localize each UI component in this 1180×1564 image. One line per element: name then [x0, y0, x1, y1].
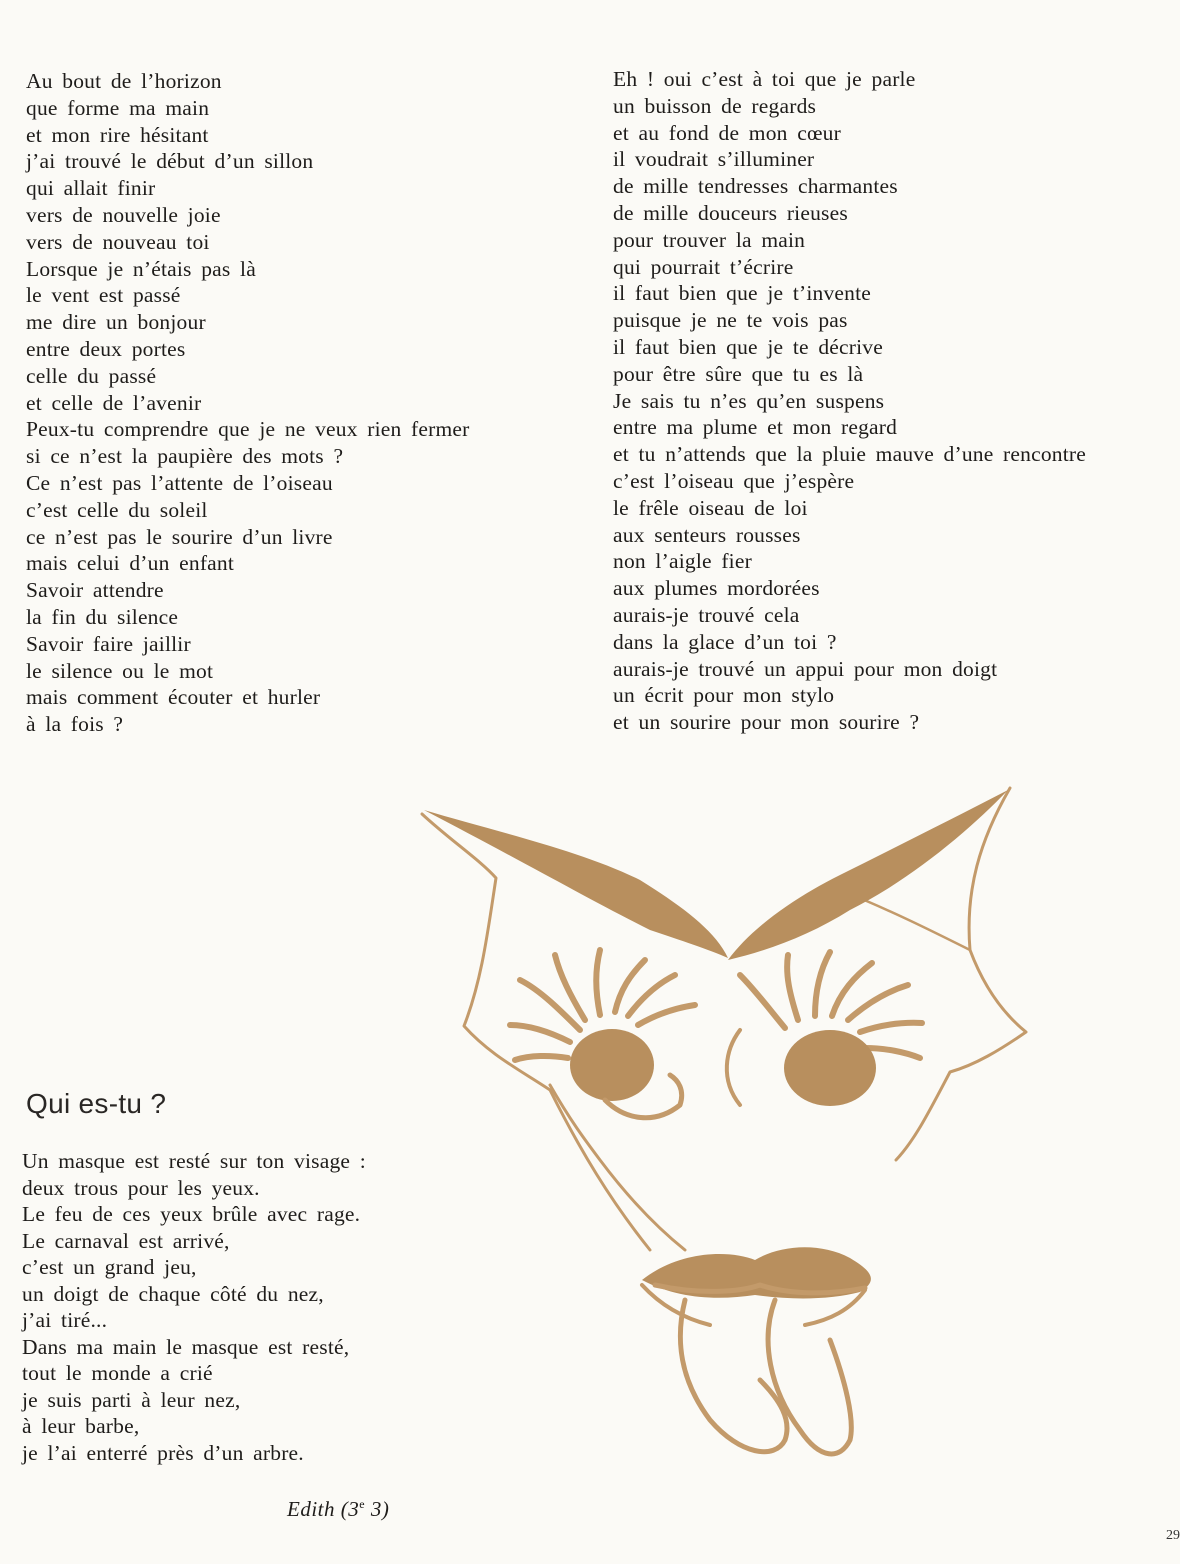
poem-line: Eh ! oui c’est à toi que je parle	[613, 67, 916, 91]
poem-line: c’est un grand jeu,	[22, 1255, 197, 1279]
poem-line: Lorsque je n’étais pas là	[26, 256, 256, 281]
poem-line: deux trous pour les yeux.	[22, 1175, 260, 1200]
poem-line: Ce n’est pas l’attente de l’oiseau	[26, 470, 333, 495]
poem-line: celle du passé	[26, 363, 157, 388]
poem-left-column	[26, 68, 470, 738]
poem-line: entre ma plume et mon regard	[613, 415, 898, 440]
poem-line: et mon rire hésitant	[26, 122, 209, 147]
poem-line: de mille tendresses charmantes	[613, 174, 898, 199]
poem-line: aux plumes mordorées	[613, 576, 820, 601]
poem-line: Au bout de l’horizon	[26, 69, 222, 93]
poem-line: il faut bien que je t’invente	[613, 281, 872, 306]
poem-line: je l’ai enterré près d’un arbre.	[22, 1440, 304, 1465]
poem-line: aux senteurs rousses	[613, 522, 801, 547]
poem-line: qui allait finir	[26, 176, 156, 201]
poem-line: dans la glace d’un toi ?	[613, 629, 837, 654]
poem-line: non l’aigle fier	[613, 549, 752, 574]
poem-line: mais celui d’un enfant	[26, 551, 235, 576]
poem-line: de mille douceurs rieuses	[613, 200, 848, 225]
author-grade: (3e 3)	[340, 1497, 390, 1521]
poem-line: le silence ou le mot	[26, 658, 214, 683]
poem-line: entre deux portes	[26, 336, 186, 361]
poem-line: aurais-je trouvé un appui pour mon doigt	[613, 656, 998, 681]
poem-line: un écrit pour mon stylo	[613, 683, 835, 708]
poem-right-column	[613, 66, 1086, 736]
author-name: Edith	[287, 1497, 335, 1521]
poem-line: Le carnaval est arrivé,	[22, 1228, 230, 1253]
author-signature	[287, 1497, 389, 1522]
poem-line: puisque je ne te vois pas	[613, 308, 848, 333]
poem-line: pour trouver la main	[613, 227, 806, 252]
poem-line: et celle de l’avenir	[26, 390, 202, 415]
poem-line: et au fond de mon cœur	[613, 120, 841, 145]
right-under-eye	[727, 1030, 740, 1105]
poem-line: Un masque est resté sur ton visage :	[22, 1149, 366, 1173]
poem-line: et tu n’attends que la pluie mauve d’une rencontre	[613, 442, 1087, 467]
mask-illustration	[410, 780, 1050, 1500]
poem-line: il faut bien que je te décrive	[613, 334, 883, 359]
poem-title: Qui es-tu ?	[26, 1088, 167, 1119]
poem-line: vers de nouveau toi	[26, 229, 210, 254]
poem-bottom-column	[22, 1148, 366, 1466]
poem-line: qui pourrait t’écrire	[613, 254, 794, 279]
poem-line: Je sais tu n’es qu’en suspens	[613, 388, 885, 413]
poem-line: et un sourire pour mon sourire ?	[613, 710, 920, 735]
poem-line: je suis parti à leur nez,	[22, 1387, 241, 1412]
poem-line: il voudrait s’illuminer	[613, 147, 815, 172]
poem-line: c’est l’oiseau que j’espère	[613, 468, 855, 493]
poem-line: Dans ma main le masque est resté,	[22, 1334, 350, 1359]
poem-line: Peux-tu comprendre que je ne veux rien fermer	[26, 417, 470, 442]
poem-line: Savoir faire jaillir	[26, 631, 191, 656]
poem-line: le frêle oiseau de loi	[613, 495, 808, 520]
left-eye	[570, 1029, 654, 1101]
poem-line: Le feu de ces yeux brûle avec rage.	[22, 1202, 361, 1226]
poem-line: tout le monde a crié	[22, 1361, 213, 1385]
poem-line: j’ai trouvé le début d’un sillon	[26, 149, 314, 174]
poem-line: si ce n’est la paupière des mots ?	[26, 444, 344, 469]
poem-line: que forme ma main	[26, 95, 210, 120]
poem-line: c’est celle du soleil	[26, 497, 208, 522]
poem-line: ce n’est pas le sourire d’un livre	[26, 524, 333, 549]
poem-line: Savoir attendre	[26, 578, 164, 603]
poem-line: j’ai tiré...	[22, 1308, 108, 1332]
page-number: 29	[1166, 1528, 1180, 1543]
poem-line: pour être sûre que tu es là	[613, 361, 864, 386]
poem-line: le vent est passé	[26, 283, 181, 308]
poem-line: à leur barbe,	[22, 1414, 140, 1438]
poem-line: à la fois ?	[26, 712, 124, 737]
poem-line: aurais-je trouvé cela	[613, 602, 800, 627]
left-eyebrow	[424, 810, 728, 958]
poem-line: vers de nouvelle joie	[26, 202, 221, 227]
poem-line: un doigt de chaque côté du nez,	[22, 1281, 324, 1306]
right-eyebrow	[728, 790, 1008, 960]
poem-line: un buisson de regards	[613, 93, 817, 118]
poem-line: mais comment écouter et hurler	[26, 685, 321, 710]
poem-line: la fin du silence	[26, 604, 179, 629]
right-eye	[784, 1030, 876, 1106]
poem-line: me dire un bonjour	[26, 310, 206, 335]
